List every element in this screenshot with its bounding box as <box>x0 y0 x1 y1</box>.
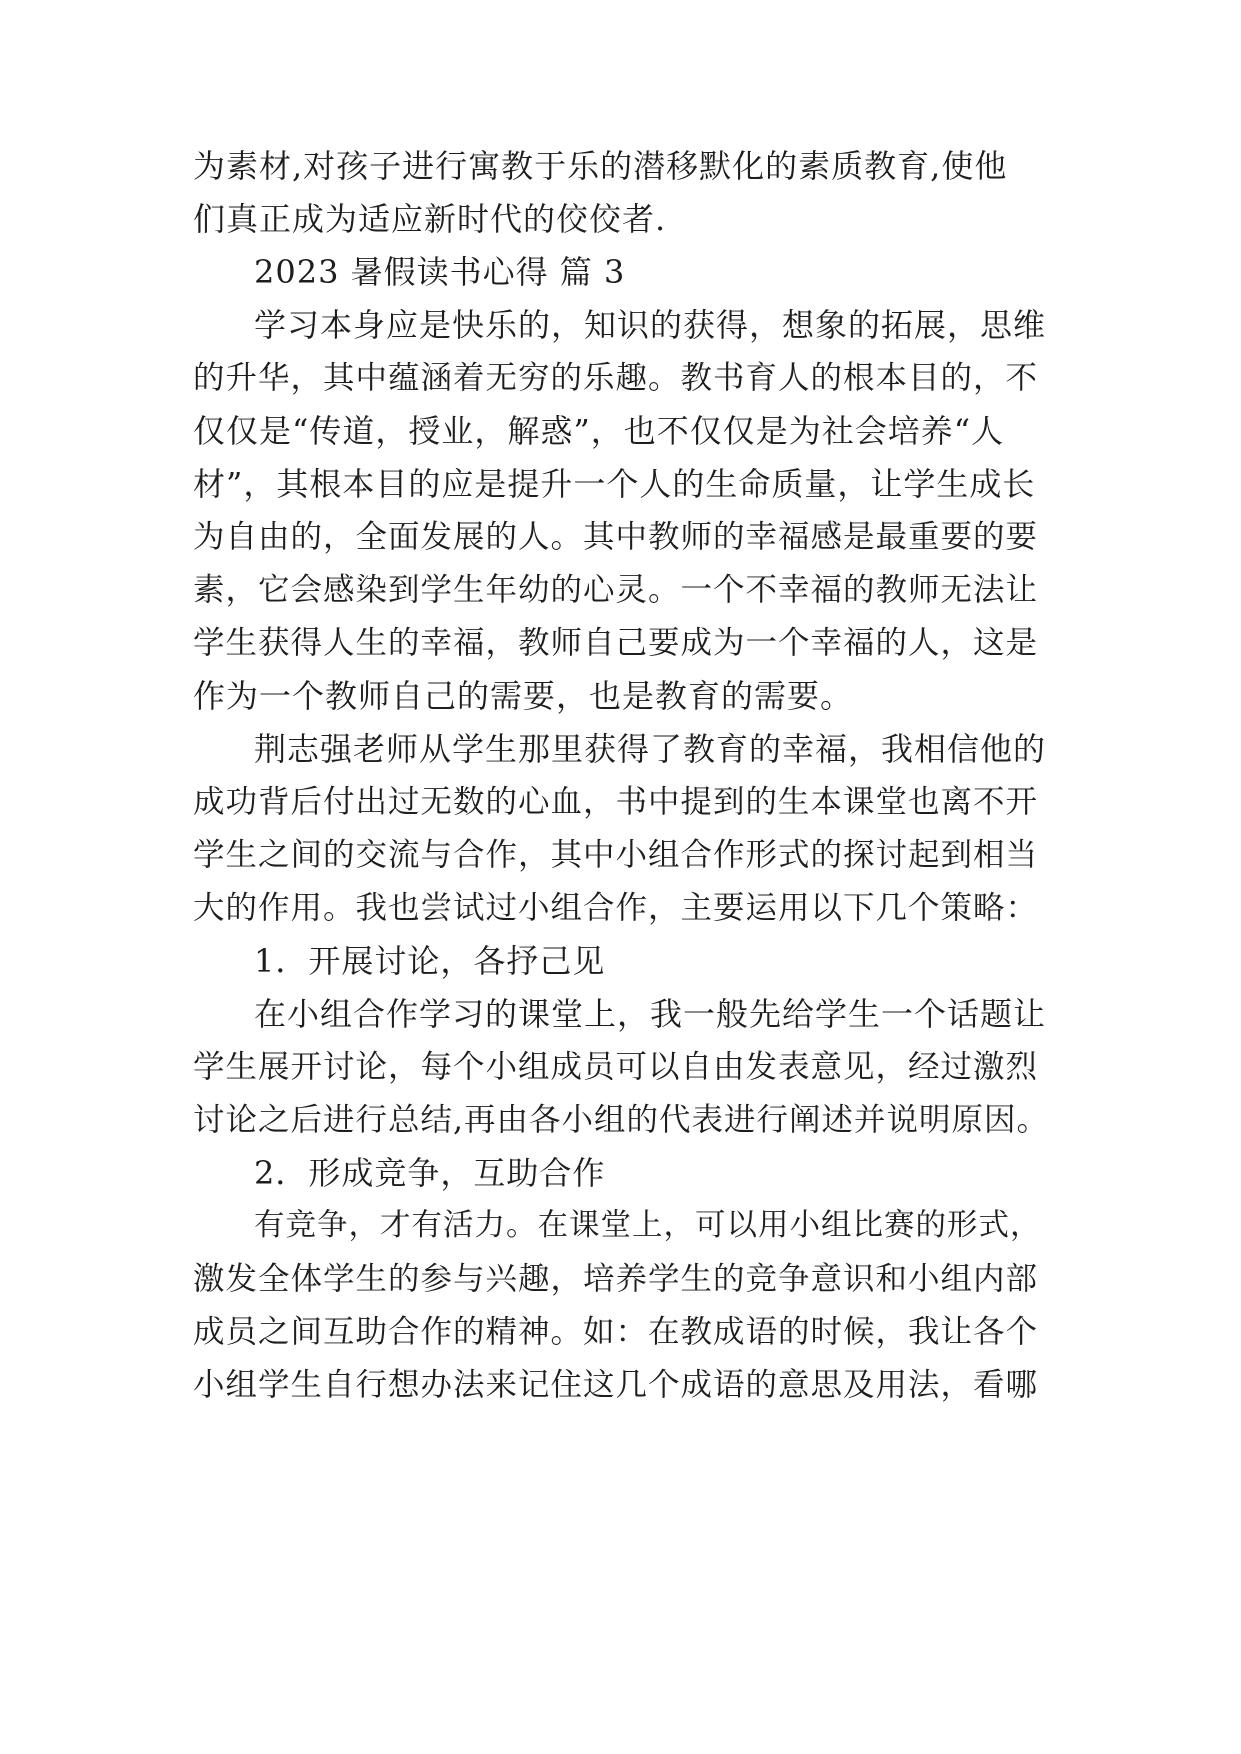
text-line: 为自由的，全面发展的人。其中教师的幸福感是最重要的要 <box>193 519 1039 555</box>
list-item-heading: 2．形成竞争，互助合作 <box>254 1154 606 1192</box>
text-line: 在小组合作学习的课堂上，我一般先给学生一个话题让 <box>254 995 1047 1033</box>
section-heading: 2023 暑假读书心得 篇 3 <box>254 253 626 291</box>
text-line: 大的作用。我也尝试过小组合作，主要运用以下几个策略： <box>193 890 1039 926</box>
text-line: 为素材,对孩子进行寓教于乐的潜移默化的素质教育,使他 <box>193 147 1008 185</box>
text-line: 学习本身应是快乐的，知识的获得，想象的拓展，思维 <box>254 306 1047 344</box>
text-line: 材”，其根本目的应是提升一个人的生命质量，让学生成长 <box>193 465 1036 503</box>
text-line: 们真正成为适应新时代的佼佼者. <box>193 200 667 238</box>
list-item-heading: 1．开展讨论，各抒己见 <box>254 942 606 980</box>
text-line: 学生展开讨论，每个小组成员可以自由发表意见，经过激烈 <box>193 1049 1039 1085</box>
text-line: 学生获得人生的幸福，教师自己要成为一个幸福的人，这是 <box>193 625 1039 661</box>
text-line: 讨论之后进行总结,再由各小组的代表进行阐述并说明原因。 <box>193 1102 1050 1138</box>
text-line: 激发全体学生的参与兴趣，培养学生的竞争意识和小组内部 <box>193 1261 1039 1297</box>
text-line: 的升华，其中蕴涵着无穷的乐趣。教书育人的根本目的，不 <box>193 360 1039 396</box>
text-line: 成功背后付出过无数的心血，书中提到的生本课堂也离不开 <box>193 784 1039 820</box>
text-line: 成员之间互助合作的精神。如：在教成语的时候，我让各个 <box>193 1314 1039 1350</box>
text-line: 小组学生自行想办法来记住这几个成语的意思及用法，看哪 <box>193 1367 1039 1403</box>
text-line: 有竞争，才有活力。在课堂上，可以用小组比赛的形式， <box>254 1208 1042 1243</box>
text-line: 作为一个教师自己的需要，也是教育的需要。 <box>193 677 854 715</box>
text-line: 素，它会感染到学生年幼的心灵。一个不幸福的教师无法让 <box>193 572 1039 608</box>
text-line: 学生之间的交流与合作，其中小组合作形式的探讨起到相当 <box>193 837 1039 873</box>
text-line: 仅仅是“传道，授业，解惑”，也不仅仅是为社会培养“人 <box>193 412 1005 450</box>
text-line: 荆志强老师从学生那里获得了教育的幸福，我相信他的 <box>254 730 1047 768</box>
